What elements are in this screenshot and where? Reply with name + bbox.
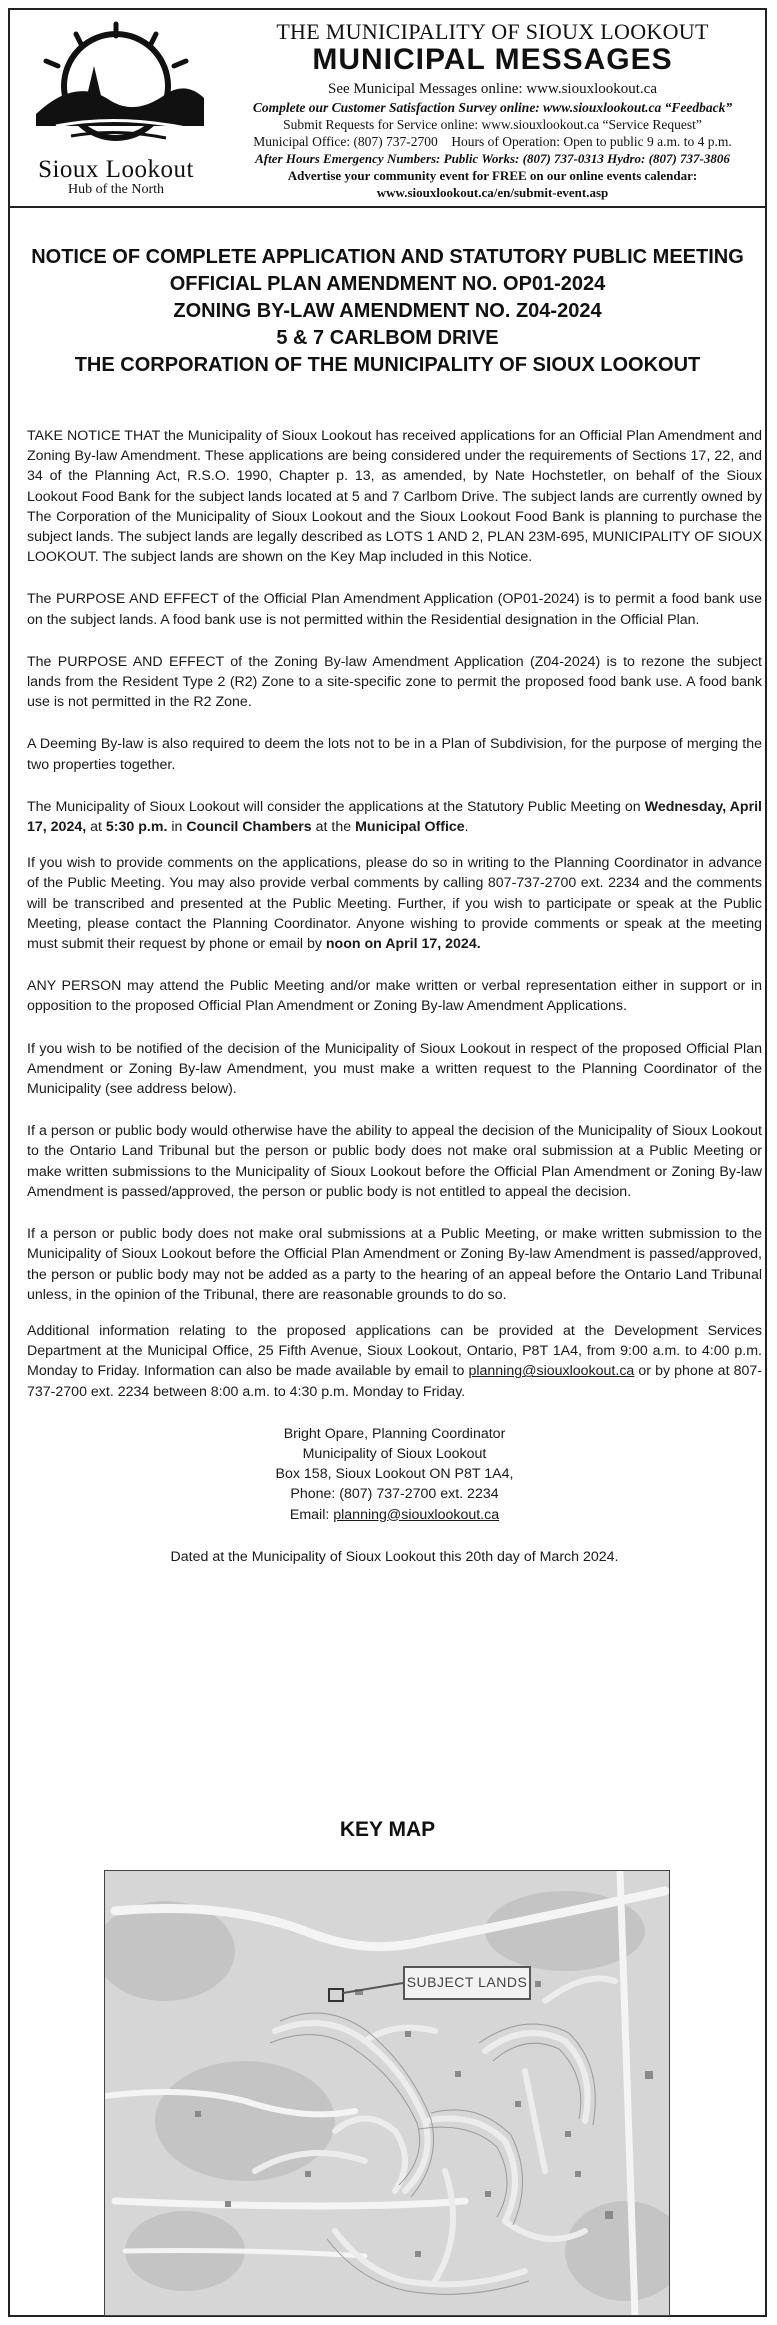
meeting-text-a: The Municipality of Sioux Lookout will consider the applications at the Statutory Public Meeting on: [27, 798, 645, 815]
paragraph-notification: If you wish to be notified of the decision of the Municipality of Sioux Lookout in respect of the proposed Official Plan Amendment or Zoning By-law Amendment, you must make a written request to the Planning Coordinator of the Municipality (see address below).: [27, 1040, 762, 1098]
title-line-3: ZONING BY-LAW AMENDMENT NO. Z04-2024: [173, 300, 602, 322]
meeting-place: Council Chambers: [186, 819, 312, 836]
signature-phone: Phone: (807) 737-2700 ext. 2234: [290, 1486, 499, 1503]
masthead-text: [220, 20, 765, 201]
meeting-text-c: in: [167, 819, 187, 836]
masthead-survey: Complete our Customer Satisfaction Survey online: www.siouxlookout.ca “Feedback”: [252, 100, 733, 115]
meeting-text-b: at: [86, 819, 106, 836]
notice-frame: [8, 8, 767, 2317]
paragraph-appeal-1: If a person or public body would otherwise have the ability to appeal the decision of the Municipality of Sioux Lookout to the Ontario Land Tribunal but the person or public body does not make oral submission at a Public Meeting or make written submissions to the Municipality of Sioux Lookout before the Official Plan Amendment or Zoning By-law Amendment is passed/approved, the person or public body is not entitled to appeal the decision.: [27, 1123, 762, 1200]
paragraph-additional-info: [27, 1321, 762, 1402]
signature-name: Bright Opare, Planning Coordinator: [283, 1425, 506, 1442]
masthead-website: See Municipal Messages online: www.siouxlookout.ca: [328, 81, 657, 97]
masthead-office-hours: [220, 133, 765, 150]
paragraph-appeal-2: If a person or public body does not make oral submissions at a Public Meeting, or make written submission to the Municipality of Sioux Lookout before the Official Plan Amendment or Zoning By-law Amendment is passed/approved, the person or public body may not be added as a party to the hearing of an appeal before the Ontario Land Tribunal unless, in the opinion of the Tribunal, there are reasonable grounds to do so.: [27, 1226, 762, 1303]
signature-block: [27, 1424, 762, 1525]
meeting-text-e: .: [464, 819, 469, 836]
meeting-time: 5:30 p.m.: [105, 819, 168, 836]
masthead-municipality: THE MUNICIPALITY OF SIOUX LOOKOUT: [276, 19, 709, 44]
office-phone: Municipal Office: (807) 737-2700: [253, 134, 438, 149]
signature-email-link[interactable]: planning@siouxlookout.ca: [333, 1506, 500, 1523]
info-email-link[interactable]: planning@siouxlookout.ca: [468, 1363, 635, 1380]
title-line-4: 5 & 7 CARLBOM DRIVE: [276, 327, 499, 349]
logo-tagline: Hub of the North: [67, 182, 165, 197]
paragraph-meeting: [27, 797, 762, 837]
masthead: [10, 10, 765, 208]
keymap-title: KEY MAP: [339, 1818, 436, 1841]
paragraph-deeming-bylaw: A Deeming By-law is also required to deem the lots not to be in a Plan of Subdivision, for the purpose of merging the two properties together.: [27, 736, 762, 773]
notice-body: [27, 426, 762, 1567]
masthead-events-url: www.siouxlookout.ca/en/submit-event.asp: [376, 185, 609, 200]
masthead-events: Advertise your community event for FREE on our online events calendar:: [287, 168, 698, 183]
signature-email-label: Email:: [289, 1506, 334, 1523]
meeting-office: Municipal Office: [355, 819, 465, 836]
paragraph-comments: [27, 853, 762, 954]
logo-graphic: [16, 16, 216, 156]
signature-address: Box 158, Sioux Lookout ON P8T 1A4,: [275, 1466, 514, 1483]
notice-title: [10, 244, 765, 379]
paragraph-zba-purpose: The PURPOSE AND EFFECT of the Zoning By-law Amendment Application (Z04-2024) is to rezone the subject lands from the Resident Type 2 (R2) Zone to a site-specific zone to permit the proposed food bank use. A food bank use is not permitted in the R2 Zone.: [27, 653, 762, 711]
title-line-5: THE CORPORATION OF THE MUNICIPALITY OF SIOUX LOOKOUT: [74, 354, 701, 376]
paragraph-take-notice: TAKE NOTICE THAT the Municipality of Sioux Lookout has received applications for an Official Plan Amendment and Zoning By-law Amendment. These applications are being considered under the requirements of Sections 17, 22, and 34 of the Planning Act, R.S.O. 1990, Chapter p. 13, as amended, by Nate Hochstetler, on behalf of the Sioux Lookout Food Bank for the subject lands located at 5 and 7 Carlbom Drive. The subject lands are currently owned by The Corporation of the Municipality of Sioux Lookout and the Sioux Lookout Food Bank is planning to purchase the subject lands. The subject lands are legally described as LOTS 1 AND 2, PLAN 23M-695, MUNICIPALITY OF SIOUX LOOKOUT. The subject lands are shown on the Key Map included in this Notice.: [27, 428, 762, 566]
masthead-emergency: After Hours Emergency Numbers: Public Works: (807) 737-0313 Hydro: (807) 737-3806: [255, 151, 730, 166]
comments-deadline: noon on April 17, 2024.: [325, 936, 481, 953]
masthead-service-request: Submit Requests for Service online: www.siouxlookout.ca “Service Request”: [283, 117, 702, 132]
masthead-title: MUNICIPAL MESSAGES: [312, 43, 673, 76]
info-text-b: or by phone at 807-737-2700 ext. 2234 between 8:00 a.m. to 4:30 p.m. Monday to Friday.: [27, 1363, 762, 1400]
title-line-2: OFFICIAL PLAN AMENDMENT NO. OP01-2024: [169, 273, 606, 295]
signature-org: Municipality of Sioux Lookout: [302, 1445, 487, 1462]
info-text-a: Additional information relating to the proposed applications can be provided at the Development Services Department at the Municipal Office, 25 Fifth Avenue, Sioux Lookout, Ontario, P8T 1A4, from 9:00 a.m. to 4:00 p.m. Monday to Friday. Information can also be made available by email to: [27, 1322, 762, 1380]
meeting-date: Wednesday, April 17, 2024,: [27, 798, 762, 836]
meeting-text-d: at the: [311, 819, 356, 836]
comments-text: If you wish to provide comments on the applications, please do so in writing to the Planning Coordinator in advance of the Public Meeting. You may also provide verbal comments by calling 807-737-2700 ext. 2234 and the comments will be transcribed and presented at the Public Meeting. Further, if you wish to participate or speak at the Public Meeting, please contact the Planning Coordinator. Anyone wishing to provide comments or speak at the meeting must submit their request by phone or email by: [27, 855, 762, 953]
paragraph-op-purpose: The PURPOSE AND EFFECT of the Official Plan Amendment Application (OP01-2024) is to permit a food bank use on the subject lands. A food bank use is not permitted within the Residential designation in the Official Plan.: [27, 591, 762, 628]
dated-line: Dated at the Municipality of Sioux Lookout this 20th day of March 2024.: [170, 1548, 619, 1565]
key-map: [104, 1870, 670, 2316]
title-line-1: NOTICE OF COMPLETE APPLICATION AND STATUTORY PUBLIC MEETING: [31, 246, 744, 268]
signature-email-line: [27, 1505, 762, 1525]
subject-lands-label: SUBJECT LANDS: [403, 1966, 531, 2000]
logo-name: Sioux Lookout: [38, 156, 194, 183]
paragraph-any-person: ANY PERSON may attend the Public Meeting and/or make written or verbal representation either in support or in opposition to the proposed Official Plan Amendment or Zoning By-law Amendment Applications.: [27, 978, 762, 1015]
map-graphic: [105, 1871, 670, 2316]
municipality-logo: [16, 16, 216, 196]
hours-of-operation: Hours of Operation: Open to public 9 a.m. to 4 p.m.: [451, 134, 732, 149]
